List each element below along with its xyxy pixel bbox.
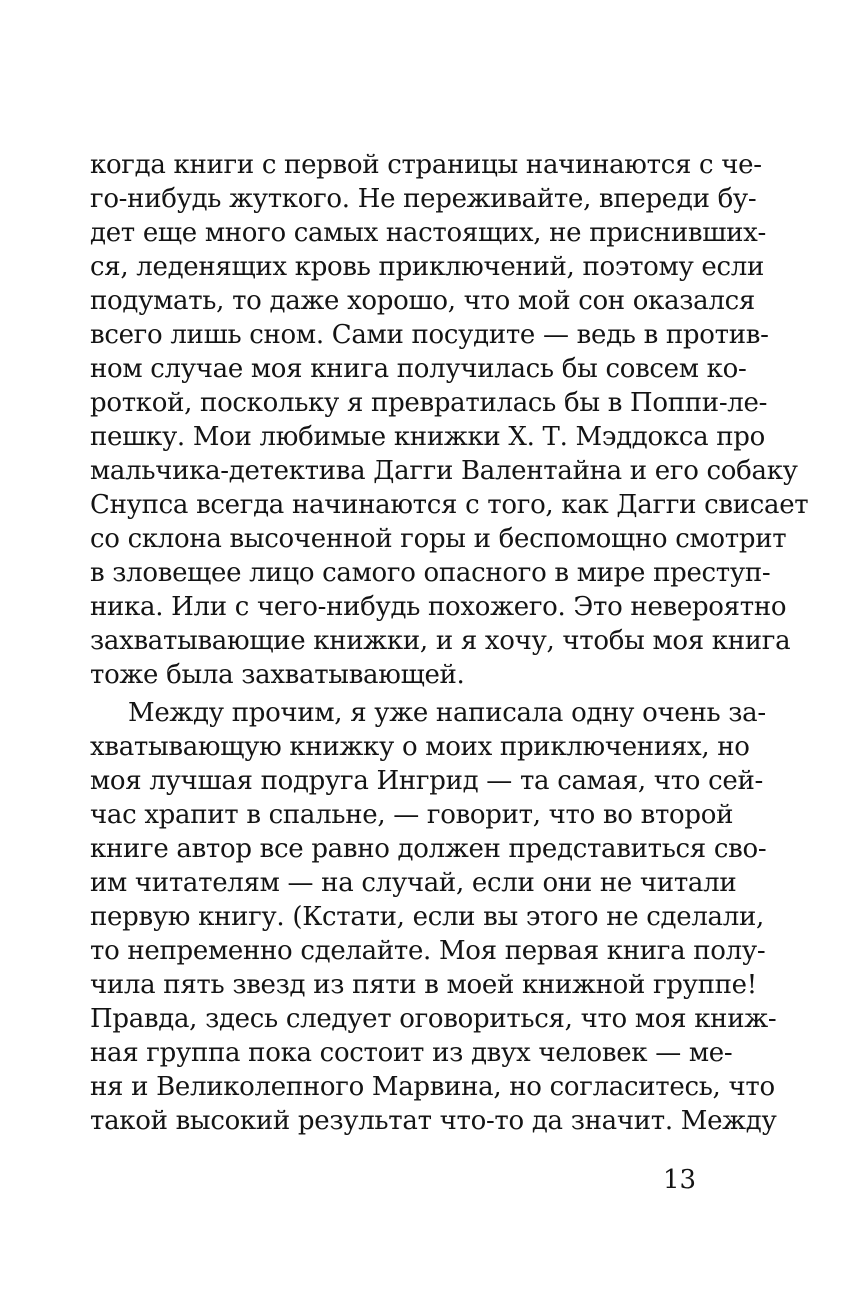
text-line: дет еще много самых настоящих, не приснивших- — [90, 218, 767, 248]
text-line: пешку. Мои любимые книжки Х. Т. Мэддокса про — [90, 422, 765, 452]
text-line: со склона высоченной горы и беспомощно смотрит — [90, 524, 787, 554]
text-line: то непременно сделайте. Моя первая книга полу- — [90, 936, 766, 966]
text-line: всего лишь сном. Сами посудите — ведь в против- — [90, 320, 769, 350]
page-number: 13 — [663, 1165, 697, 1195]
text-line: подумать, то даже хорошо, что мой сон оказался — [90, 286, 755, 316]
text-line: в зловещее лицо самого опасного в мире преступ- — [90, 558, 771, 588]
text-line: Правда, здесь следует оговориться, что моя книж- — [90, 1004, 777, 1034]
text-line: им читателям — на случай, если они не читали — [90, 868, 737, 898]
text-line: ном случае моя книга получилась бы совсем ко- — [90, 354, 747, 384]
text-line: такой высокий результат что-то да значит. Между — [90, 1106, 777, 1136]
text-line: захватывающие книжки, и я хочу, чтобы моя книга — [90, 626, 791, 656]
text-line: хватывающую книжку о моих приключениях, но — [90, 732, 750, 762]
text-line: роткой, поскольку я превратилась бы в Поппи-ле- — [90, 388, 768, 418]
text-line: тоже была захватывающей. — [90, 660, 465, 690]
text-line: чила пять звезд из пяти в моей книжной группе! — [90, 970, 757, 1000]
text-line: моя лучшая подруга Ингрид — та самая, что сей- — [90, 766, 763, 796]
text-line: ся, леденящих кровь приключений, поэтому если — [90, 252, 765, 282]
text-line: когда книги с первой страницы начинаются с че- — [90, 150, 762, 180]
text-line: первую книгу. (Кстати, если вы этого не сделали, — [90, 902, 764, 932]
text-line: го-нибудь жуткого. Не переживайте, впереди бу- — [90, 184, 757, 214]
text-line: ная группа пока состоит из двух человек — ме- — [90, 1038, 733, 1068]
text-line: Снупса всегда начинаются с того, как Дагги свисает — [90, 490, 809, 520]
text-line: ня и Великолепного Марвина, но согласитесь, что — [90, 1072, 775, 1102]
text-line: мальчика-детектива Дагги Валентайна и его собаку — [90, 456, 798, 486]
paragraph-first-line: Между прочим, я уже написала одну очень за- — [128, 698, 766, 728]
text-line: книге автор все равно должен представиться сво- — [90, 834, 767, 864]
text-line: час храпит в спальне, — говорит, что во второй — [90, 800, 734, 830]
text-line: ника. Или с чего-нибудь похожего. Это невероятно — [90, 592, 787, 622]
